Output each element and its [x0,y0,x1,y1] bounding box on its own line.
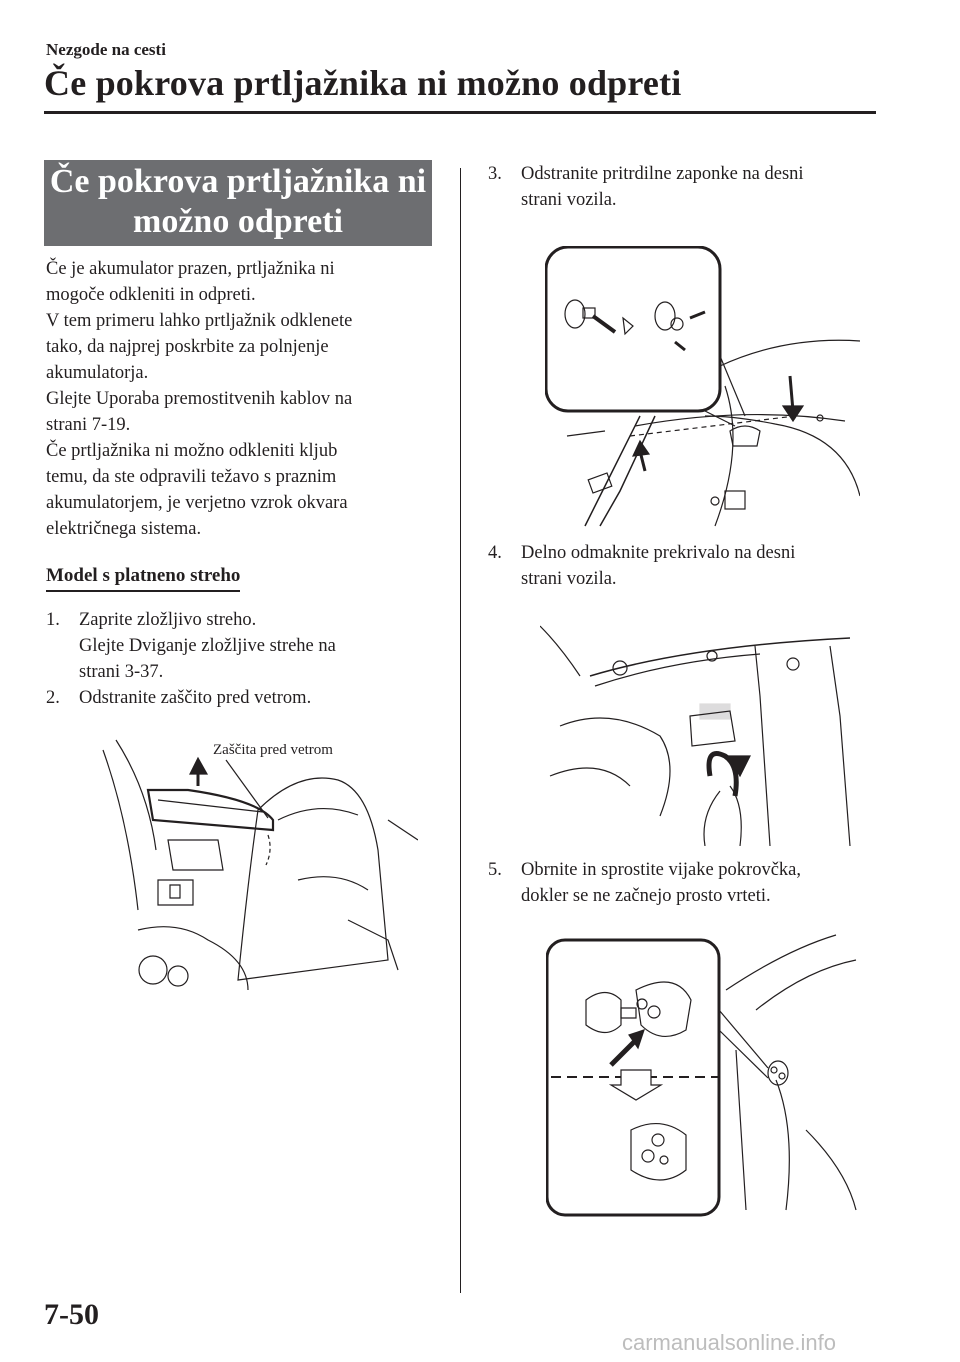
column-divider [460,168,461,1293]
intro-line: Če je akumulator prazen, prtljažnika ni [46,259,335,279]
step-text: strani 3-37. [79,662,164,682]
step-number: 2. [46,688,60,708]
trim-cover-illustration [540,616,860,846]
intro-line: tako, da najprej poskrbite za polnjenje [46,337,329,357]
intro-line: električnega sistema. [46,519,202,539]
intro-line: akumulatorja. [46,363,149,383]
step-text: dokler se ne začnejo prosto vrteti. [521,886,771,906]
wind-blocker-illustration [98,730,418,1000]
step-text: Odstranite pritrdilne zaponke na desni [521,164,804,184]
step-number: 5. [488,860,502,880]
page-number: 7-50 [44,1298,99,1331]
intro-line: Glejte Uporaba premostitvenih kablov na [46,389,353,409]
intro-line: temu, da ste odpravili težavo s praznim [46,467,337,487]
section-banner [44,160,432,246]
intro-line: strani 7-19. [46,415,131,435]
intro-paragraph [46,256,352,542]
chapter-label: Nezgode na cesti [46,40,166,59]
page-title: Če pokrova prtljažnika ni možno odpreti [44,63,682,103]
step-text: Obrnite in sprostite vijake pokrovčka, [521,860,802,880]
step-number: 4. [488,543,502,563]
step-text: Odstranite zaščito pred vetrom. [79,688,312,708]
step-number: 3. [488,164,502,184]
header-rule [44,111,876,114]
banner-line-1: Če pokrova prtljažnika ni [49,163,427,200]
intro-line: V tem primeru lahko prtljažnik odklenete [46,311,353,331]
step-text: Delno odmaknite prekrivalo na desni [521,543,796,563]
intro-line: akumulatorjem, je verjetno vzrok okvara [46,493,348,513]
cap-screw-illustration [546,930,866,1220]
model-subheading: Model s platneno streho [46,563,240,592]
watermark-text: carmanualsonline.info [622,1330,837,1355]
step-text: strani vozila. [521,190,617,210]
intro-line: mogoče odkleniti in odpreti. [46,285,256,305]
clip-removal-illustration [545,246,860,531]
step-text: strani vozila. [521,569,617,589]
step-text: Zaprite zložljivo streho. [79,610,257,630]
intro-line: Če prtljažnika ni možno odkleniti kljub [46,441,338,461]
step-number: 1. [46,610,60,630]
banner-line-2: možno odpreti [133,203,343,240]
step-text: Glejte Dviganje zložljive strehe na [79,636,336,656]
figure-callout: Zaščita pred vetrom [213,742,333,758]
